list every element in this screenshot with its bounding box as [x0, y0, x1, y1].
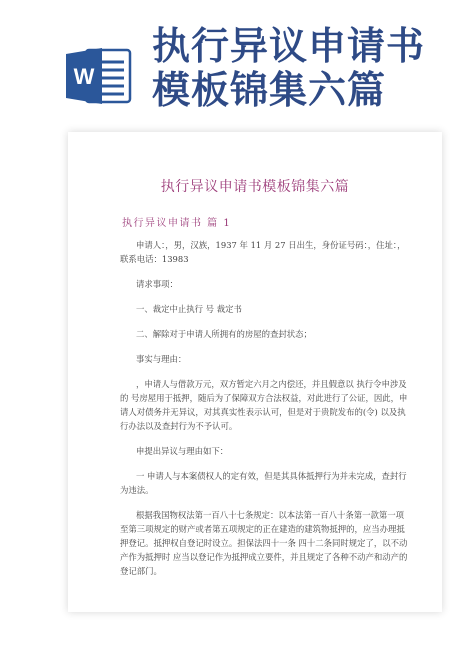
paragraph-request-items: 请求事项：: [136, 279, 178, 289]
word-icon-letter: W: [73, 64, 95, 89]
paragraph-request-2: 二、解除对于申请人所拥有的房屋的查封状态；: [136, 329, 312, 339]
page-header: [0, 0, 474, 120]
paragraph-facts: ，申请人与借款万元，双方暂定六月之内偿还，并且假意以 执行令申涉及的 号房屋用于抵押，随后为了保障双方合法权益，对此进行了公证，因此，申请人对债务并无异议，对其真实性表示认可，但是对于贵院发布的(令) 以及执行办法以及查封行为不予认可。: [120, 379, 408, 431]
paragraph-facts-heading: 事实与理由：: [136, 354, 187, 364]
document-page: [68, 132, 442, 612]
paragraph-objection-1: 一 申请人与本案债权人的定有效，但是其具体抵押行为并未完成，查封行为违法。: [120, 471, 407, 495]
paragraph-applicant: 申请人：，男，汉族，1937 年 11 月 27 日出生，身份证号码：，住址：，联系电话：13983: [120, 240, 406, 264]
page-title: 执行异议申请书模板锦集六篇: [152, 24, 426, 112]
word-document-icon: [64, 44, 134, 108]
document-body: [120, 238, 410, 585]
paragraph-legal-basis: 根据我国物权法第一百八十七条规定：以本法第一百八十条第一款第一项至第三项规定的财产或者第五项规定的正在建造的建筑物抵押的，应当办理抵押登记。抵押权自登记时设立。担保法四十一条 四十二条同时规定了，以不动产作为抵押时 应当以登记作为抵押成立要件，并且规定了各种不动产和动产的登记部门。: [120, 510, 408, 576]
paragraph-objection-heading: 申提出异议与理由如下：: [136, 446, 229, 456]
section-heading: 执行异议申请书 篇 1: [122, 218, 232, 229]
paragraph-request-1: 一、裁定中止执行 号 裁定书: [136, 304, 242, 314]
document-title: 执行异议申请书模板锦集六篇: [160, 179, 350, 195]
